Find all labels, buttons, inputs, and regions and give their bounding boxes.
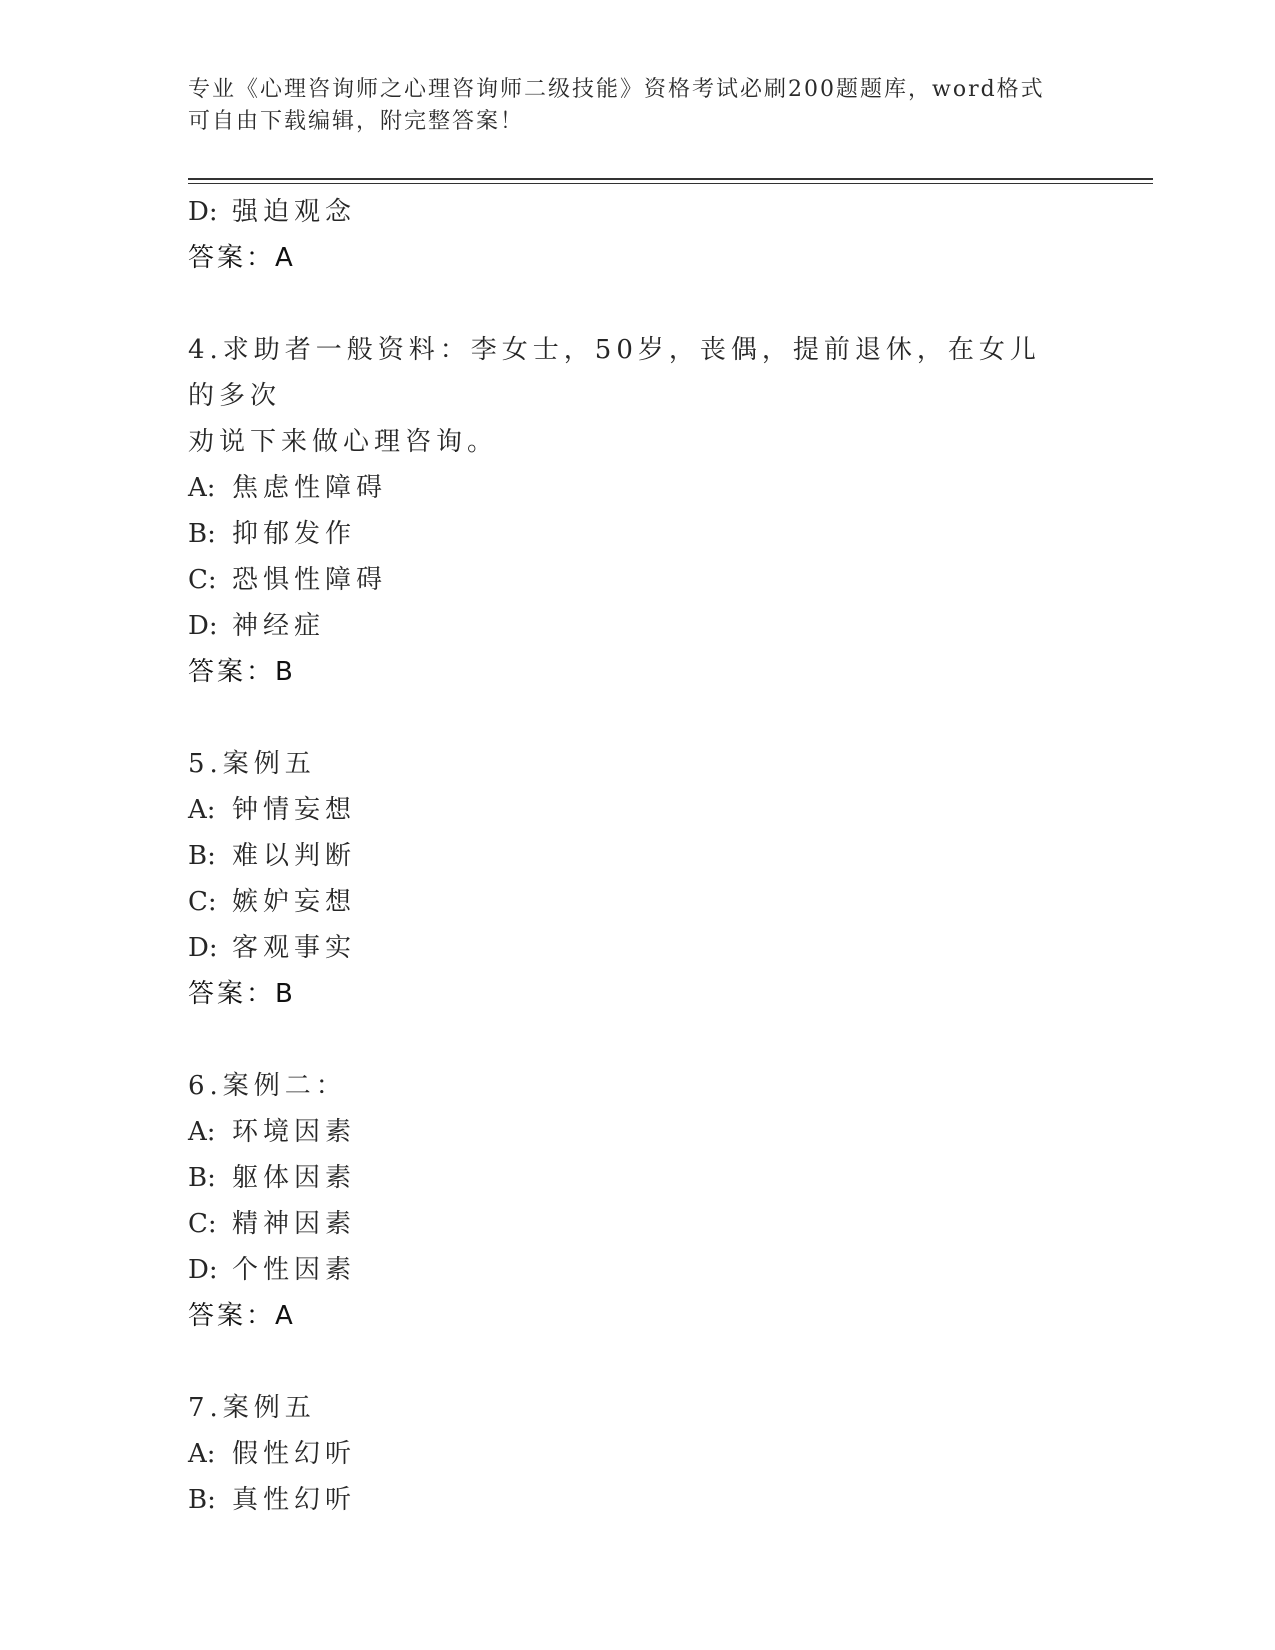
option-text: 强迫观念 [232,197,357,227]
answer-line: 答案：A [188,243,296,273]
question-5-stem: 5.案例五 [188,749,316,779]
option-label: D: [188,933,218,963]
question-6-stem: 6.案例二： [188,1071,347,1101]
option-d [188,603,1068,649]
answer-line: 答案：A [188,1301,296,1331]
option-d [188,925,1068,971]
option-d [188,189,1068,235]
question-7-stem: 7.案例五 [188,1393,316,1423]
spacer [188,1017,1068,1063]
option-text: 神经症 [232,611,326,641]
option-text: 恐惧性障碍 [232,565,388,595]
option-text: 真性幻听 [232,1485,357,1515]
option-b [188,1477,1068,1523]
option-label: B: [188,519,216,549]
option-text: 嫉妒妄想 [232,887,357,917]
option-c [188,557,1068,603]
option-a [188,787,1068,833]
question-4-stem-line-2: 劝说下来做心理咨询。 [188,427,499,457]
question-4-stem-line-1: 4.求助者一般资料：李女士，50岁，丧偶，提前退休，在女儿的多次 [188,335,1041,411]
spacer [188,695,1068,741]
option-label: D: [188,611,218,641]
spacer [188,1339,1068,1385]
option-label: A: [188,473,216,503]
option-label: C: [188,1209,217,1239]
option-b [188,511,1068,557]
header-divider-thin [188,183,1153,184]
spacer [188,281,1068,327]
option-a [188,1109,1068,1155]
option-label: B: [188,841,216,871]
option-label: B: [188,1485,216,1515]
option-b [188,1155,1068,1201]
answer-line: 答案：B [188,979,296,1009]
option-c [188,879,1068,925]
header-divider-thick [188,178,1153,180]
option-label: A: [188,1117,216,1147]
option-label: D: [188,197,218,227]
header-line-2: 可自由下载编辑，附完整答案！ [188,109,525,134]
option-c [188,1201,1068,1247]
header-line-1: 专业《心理咨询师之心理咨询师二级技能》资格考试必刷200题题库，word格式 [188,77,1045,102]
option-a [188,465,1068,511]
option-text: 环境因素 [232,1117,357,1147]
option-label: A: [188,1439,216,1469]
option-label: D: [188,1255,218,1285]
option-label: A: [188,795,216,825]
option-text: 难以判断 [232,841,357,871]
answer-line: 答案：B [188,657,296,687]
option-text: 焦虑性障碍 [232,473,388,503]
option-text: 客观事实 [232,933,357,963]
question-content [188,189,1068,1523]
option-text: 躯体因素 [232,1163,357,1193]
option-text: 个性因素 [232,1255,357,1285]
option-label: C: [188,565,217,595]
page-header [188,74,1068,138]
option-d [188,1247,1068,1293]
option-text: 抑郁发作 [232,519,357,549]
option-label: B: [188,1163,216,1193]
option-text: 假性幻听 [232,1439,357,1469]
option-text: 钟情妄想 [232,795,357,825]
option-b [188,833,1068,879]
option-a [188,1431,1068,1477]
option-text: 精神因素 [232,1209,357,1239]
option-label: C: [188,887,217,917]
